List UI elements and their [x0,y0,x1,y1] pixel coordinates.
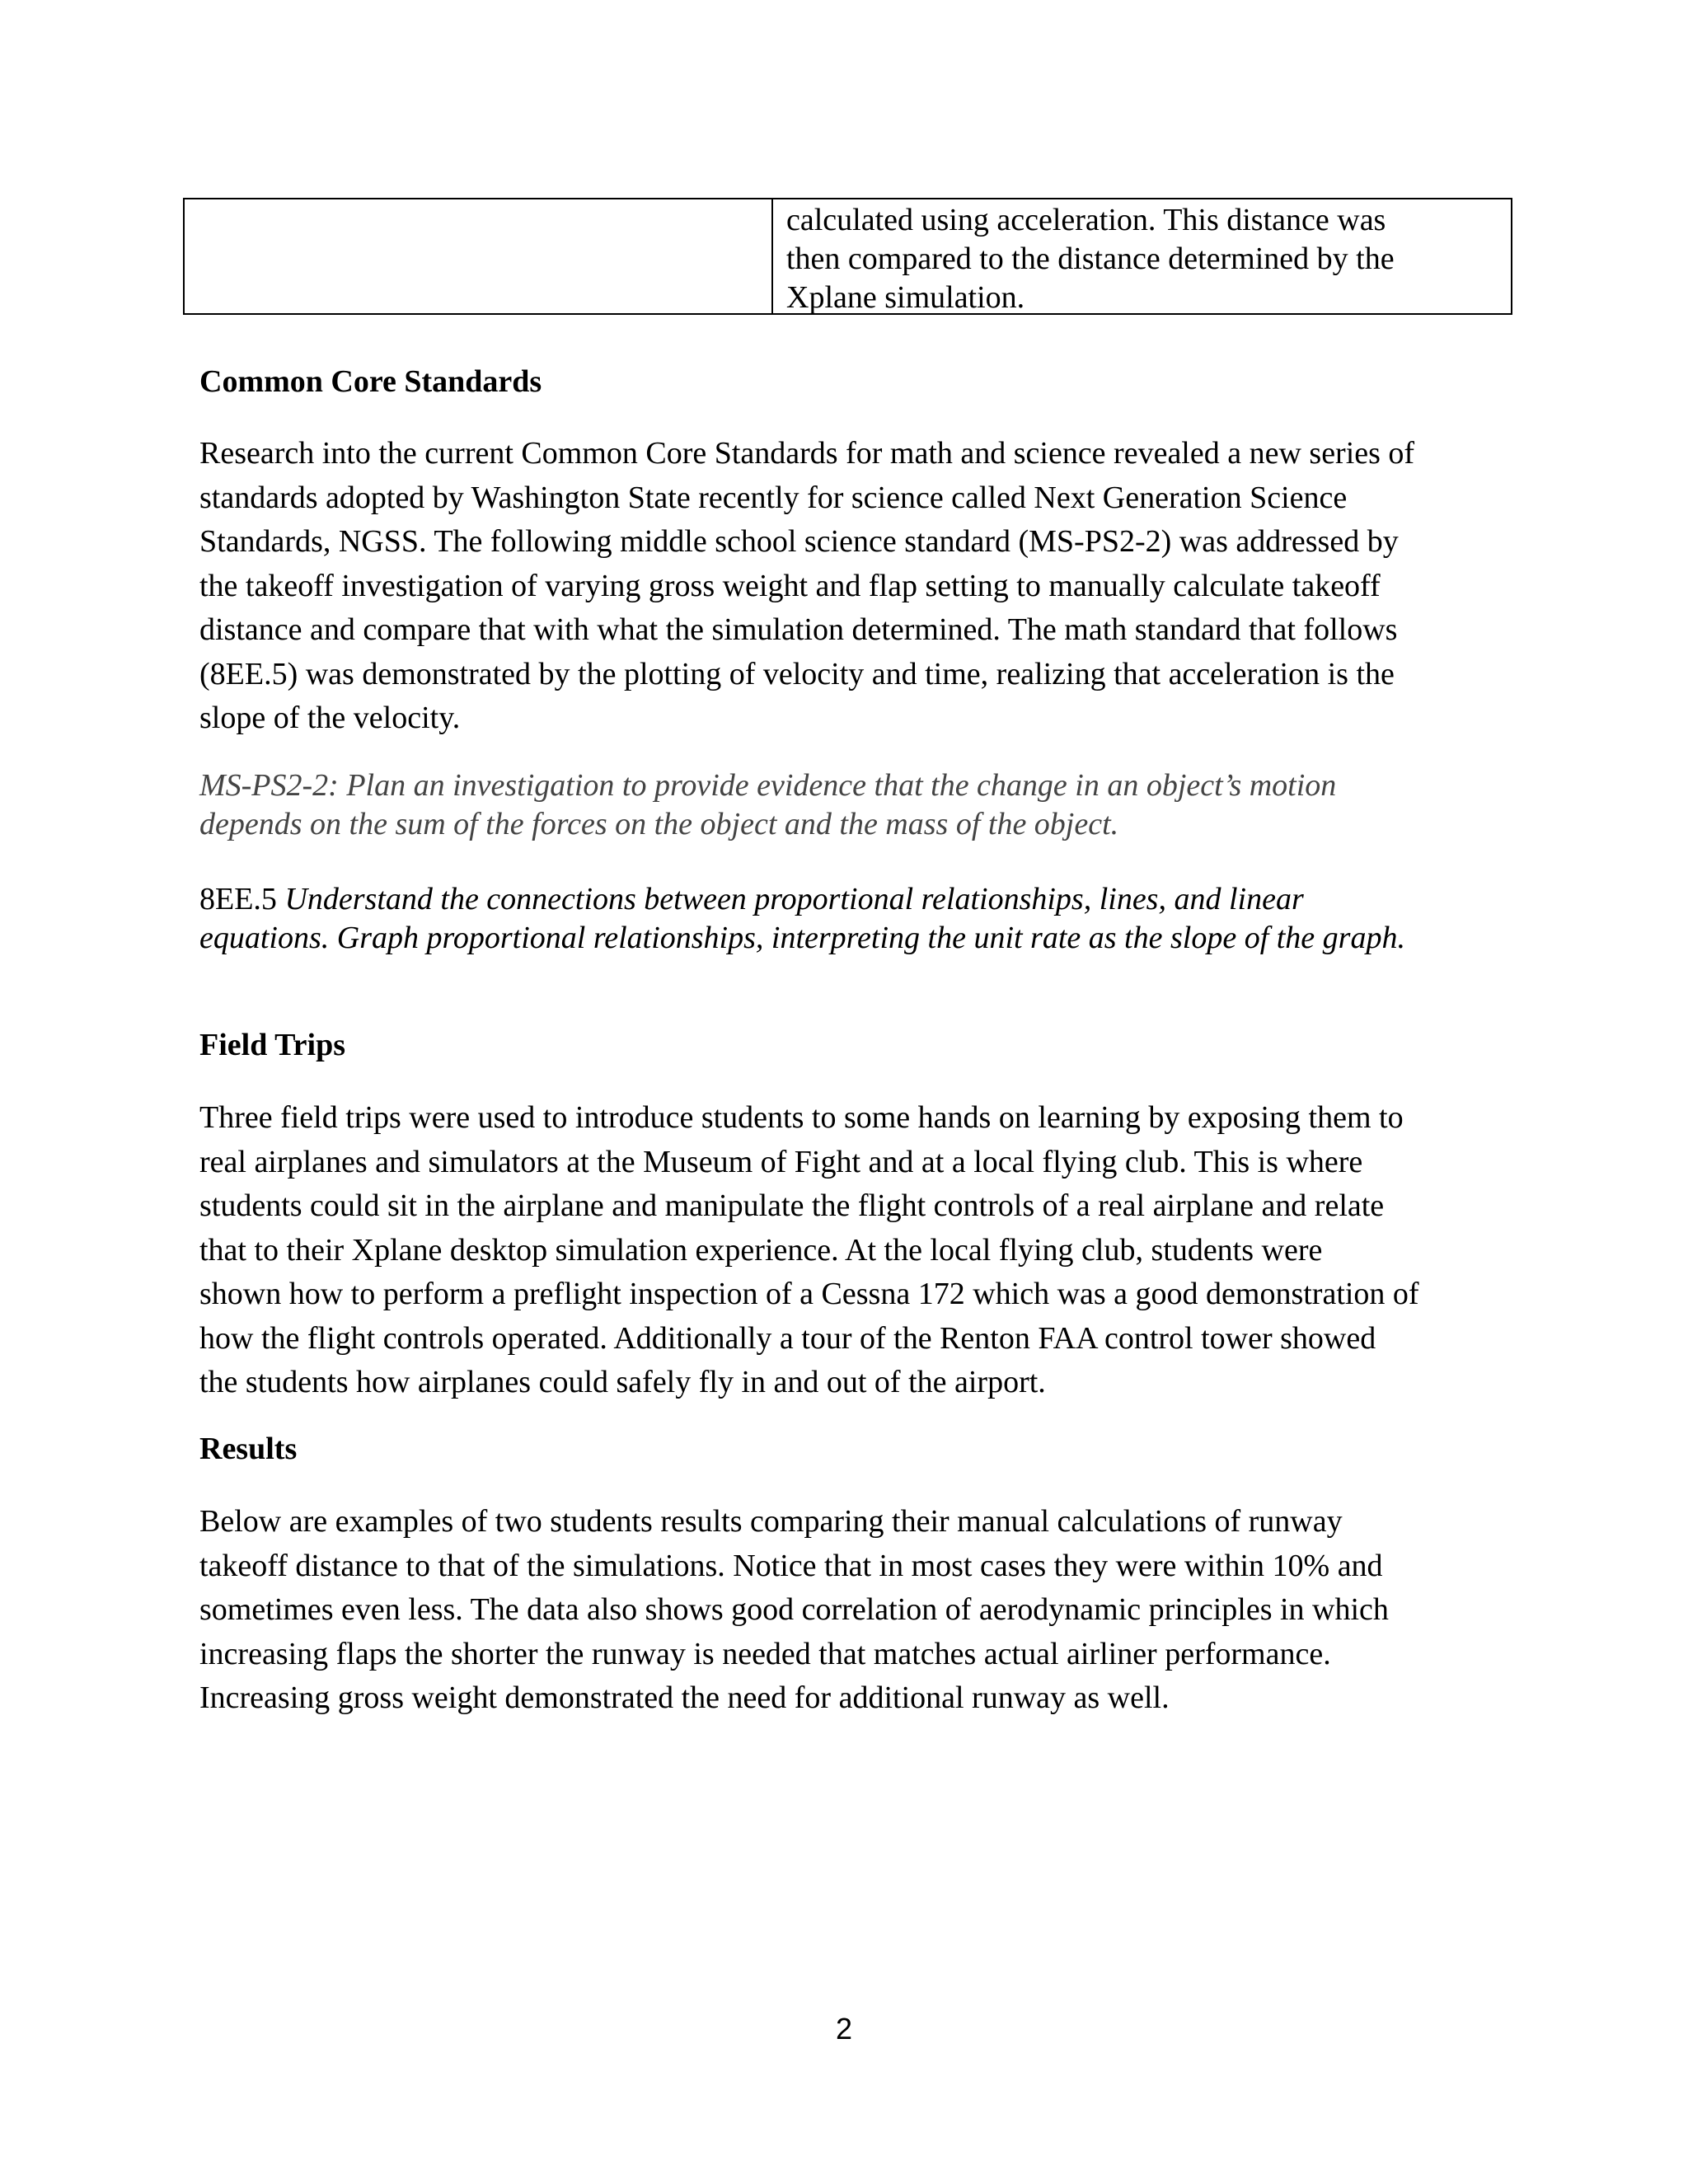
section-heading-field-trips: Field Trips [199,1028,346,1062]
paragraph-line: slope of the velocity. [199,701,461,735]
common-core-paragraph [199,432,1518,741]
page-number: 2 [835,2012,853,2046]
paragraph-line: Below are examples of two students results comparing their manual calculations of runway [199,1504,1343,1539]
standard-line: MS-PS2-2: Plan an investigation to provide evidence that the change in an object’s motion [199,768,1337,803]
table-line: calculated using acceleration. This distance was [786,203,1386,237]
paragraph-line: students could sit in the airplane and manipulate the flight controls of a real airplane and relate [199,1188,1385,1223]
paragraph-line: distance and compare that with what the simulation determined. The math standard that follows [199,612,1398,647]
paragraph-line: Three field trips were used to introduce students to some hands on learning by exposing them to [199,1100,1404,1135]
paragraph-line: standards adopted by Washington State recently for science called Next Generation Science [199,480,1348,515]
standard-line: depends on the sum of the forces on the object and the mass of the object. [199,807,1119,841]
math-standard-code: 8EE.5 [199,882,277,916]
math-standard-text: Understand the connections between proportional relationships, lines, and linear [284,882,1304,916]
paragraph-line: real airplanes and simulators at the Museum of Fight and at a local flying club. This is where [199,1144,1363,1179]
standard-line: equations. Graph proportional relationships, interpreting the unit rate as the slope of the graph. [199,921,1405,955]
math-standard-quote [199,880,1518,958]
results-paragraph [199,1500,1518,1721]
paragraph-line: Standards, NGSS. The following middle school science standard (MS-PS2-2) was addressed by [199,524,1399,559]
table-line: Xplane simulation. [786,280,1025,315]
table-line: then compared to the distance determined by the [786,241,1395,276]
paragraph-line: Increasing gross weight demonstrated the need for additional runway as well. [199,1680,1170,1715]
standard-line [199,880,1518,919]
paragraph-line: shown how to perform a preflight inspection of a Cessna 172 which was a good demonstration of [199,1277,1419,1311]
continued-table [183,198,1512,315]
paragraph-line: Research into the current Common Core Standards for math and science revealed a new series of [199,436,1415,471]
section-heading-results: Results [199,1432,298,1466]
paragraph-line: how the flight controls operated. Additionally a tour of the Renton FAA control tower showed [199,1320,1376,1356]
table-cell-text [773,199,1511,313]
table-cell-empty [185,199,773,313]
science-standard-quote [199,766,1518,844]
paragraph-line: increasing flaps the shorter the runway is needed that matches actual airliner performance. [199,1636,1331,1671]
section-heading-common-core: Common Core Standards [199,364,542,399]
paragraph-line: that to their Xplane desktop simulation experience. At the local flying club, students were [199,1232,1323,1268]
paragraph-line: takeoff distance to that of the simulations. Notice that in most cases they were within 10% and [199,1548,1383,1583]
field-trips-paragraph [199,1096,1518,1405]
paragraph-line: the takeoff investigation of varying gross weight and flap setting to manually calculate takeoff [199,568,1381,603]
paragraph-line: sometimes even less. The data also shows good correlation of aerodynamic principles in which [199,1592,1389,1627]
paragraph-line: the students how airplanes could safely fly in and out of the airport. [199,1365,1046,1399]
paragraph-line: (8EE.5) was demonstrated by the plotting of velocity and time, realizing that acceleration is the [199,656,1395,691]
